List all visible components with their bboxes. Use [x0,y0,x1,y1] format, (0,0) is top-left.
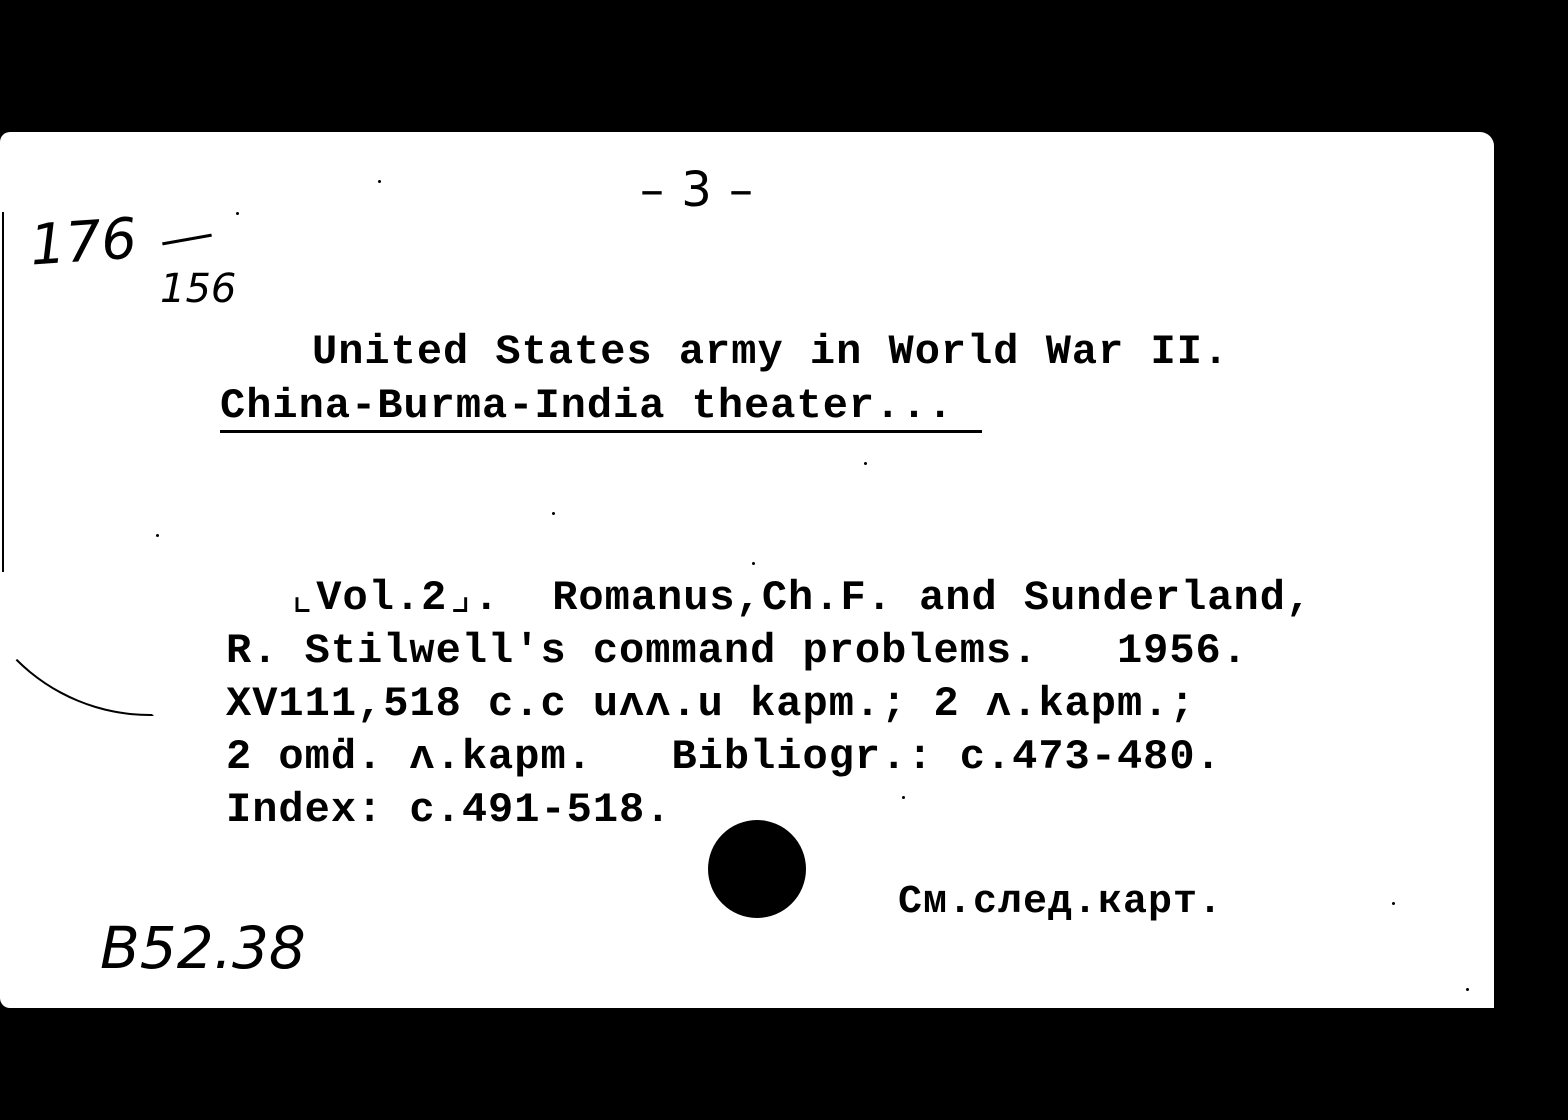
punch-hole [708,820,806,918]
entry-line-4: 2 omḋ. ʌ.kapm. Bibliogr.: c.473-480. [226,733,1222,781]
entry-line-3: XV111,518 c.c uʌʌ.u kapm.; 2 ʌ.kapm.; [226,680,1196,728]
dust-speck [1392,902,1395,905]
margin-arc [0,512,154,716]
entry-line-5: Index: c.491-518. [226,786,672,834]
shelf-mark-sub: 156 [160,266,237,312]
series-title: United States army in World War II. [312,328,1230,376]
bottom-shelf-mark: B52.38 [100,914,306,982]
title-underline [220,430,982,433]
dust-speck [156,534,159,537]
dust-speck [752,562,755,565]
dust-speck [236,212,239,215]
subseries-title [220,382,954,430]
page-number: – 3 – [640,162,755,218]
dust-speck [1466,988,1469,991]
shelf-mark-fraction-line [162,234,212,246]
dust-speck [902,796,905,799]
entry-line-1: ⌞Vol.2⌟. Romanus,Ch.F. and Sunderland, [290,574,1313,622]
shelf-mark-top: 176 [27,206,140,279]
entry-line-2: R. Stilwell's command problems. 1956. [226,627,1248,675]
dust-speck [378,180,381,183]
dust-speck [552,512,555,515]
subseries-title-suffix: ... [875,382,954,430]
subseries-title-underlined: China-Burma-India theater [220,382,876,430]
catalog-card [0,132,1494,1008]
see-next-card-note: См.след.карт. [898,880,1224,925]
dust-speck [864,462,867,465]
